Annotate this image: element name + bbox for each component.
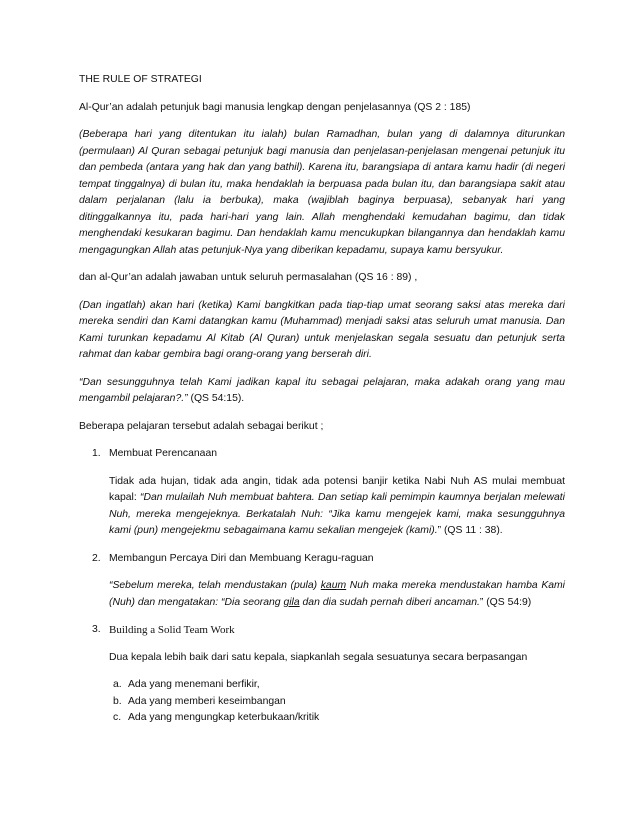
sub-list-item-c: [79, 710, 565, 727]
sub-list-item-a: [79, 677, 565, 694]
lesson-heading: Building a Solid Team Work: [109, 624, 235, 636]
lesson-number: 3.: [92, 624, 101, 635]
intro-paragraph: Al-Qur’an adalah petunjuk bagi manusia lengkap dengan penjelasannya (QS 2 : 185): [79, 101, 471, 113]
lesson-heading: Membangun Percaya Diri dan Membuang Keragu-raguan: [109, 552, 374, 564]
sub-list-letter: b.: [113, 695, 122, 707]
lesson-body-start: Tidak ada hujan, tidak ada angin, tidak ada potensi banjir ketika Nabi Nuh AS mulai membuat kapal:: [109, 475, 565, 503]
lesson-item-2: [79, 551, 565, 612]
quote-qs54-15-text: “Dan sesungguhnya telah Kami jadikan kapal itu sebagai pelajaran, maka adakah orang yang mau mengambil pelajaran?.”: [79, 376, 565, 404]
lesson-item-3: [79, 622, 565, 666]
sub-list-item-b: [79, 694, 565, 711]
sub-list-text: Ada yang mengungkap keterbukaan/kritik: [128, 712, 320, 723]
lesson-heading: Membuat Perencanaan: [109, 448, 218, 459]
intro2-paragraph: dan al-Qur’an adalah jawaban untuk seluruh permasalahan (QS 16 : 89) ,: [79, 272, 418, 283]
quote-qs16-89: (Dan ingatlah) akan hari (ketika) Kami bangkitkan pada tiap-tiap umat seorang saksi atas mereka dari mereka sendiri dan Kami datangkan kamu (Muhammad) menjadi saksi atas seluruh umat manusia. Dan Kami turunkan kepadamu Al Kitab (Al Quran) untuk menjelaskan segala sesuatu dan petunjuk serta rahmat dan kabar gembira bagi orang-orang yang berserah diri.: [79, 299, 565, 360]
sub-list-letter: a.: [113, 679, 122, 690]
document-body: [79, 72, 565, 727]
lesson-body-quote: “Dan mulailah Nuh membuat bahtera. Dan setiap kali pemimpin kaumnya berjalan melewati Nuh, mereka mengejeknya. Berkatalah Nuh: “Jika kamu mengejek kami, maka sesungguhnya kami (pun) mengejekmu sebagaimana kamu sekalian mengejek (kami).: [109, 492, 565, 536]
lesson-body-quote-b: Nuh maka mereka mendustakan hamba Kami (Nuh) dan mengatakan: “Dia seorang: [109, 580, 565, 608]
quote-qs54-15: [79, 375, 565, 408]
lesson-body-end: ” (QS 54:9): [479, 596, 532, 608]
lesson-body-underlined-gila: gila: [283, 596, 300, 608]
lesson-body: [109, 474, 565, 540]
lessons-intro: Beberapa pelajaran tersebut adalah sebagai berikut ;: [79, 420, 324, 432]
lesson-body: [109, 578, 565, 611]
quote-qs54-15-ref: (QS 54:15).: [187, 393, 245, 404]
lesson-number: 1.: [92, 448, 101, 459]
lesson-number: 2.: [92, 552, 101, 564]
sub-list-letter: c.: [113, 712, 122, 723]
lesson-body-quote-c: dan dia sudah pernah diberi ancaman.: [299, 596, 480, 608]
sub-list-text: Ada yang menemani berfikir,: [128, 679, 260, 690]
lesson-body-quote-a: “Sebelum mereka, telah mendustakan (pula): [109, 580, 321, 591]
lesson-body-end: ” (QS 11 : 38).: [437, 525, 503, 536]
lesson-body-underlined-kaum: kaum: [320, 580, 347, 591]
sub-list-text: Ada yang memberi keseimbangan: [128, 695, 286, 707]
lesson-body: Dua kepala lebih baik dari satu kepala, siapkanlah segala sesuatunya secara berpasangan: [109, 651, 528, 663]
document-title: THE RULE OF STRATEGI: [79, 74, 202, 85]
quote-qs2-185: (Beberapa hari yang ditentukan itu ialah) bulan Ramadhan, bulan yang di dalamnya diturunkan (permulaan) Al Quran sebagai petunjuk bagi manusia dan penjelasan-penjelasan mengenai petunjuk itu dan pembeda (antara yang hak dan yang bathil). Karena itu, barangsiapa di antara kamu hadir (di negeri tempat tinggalnya) di bulan itu, maka hendaklah ia berpuasa pada bulan itu, dan barangsiapa sakit atau dalam perjalanan (lalu ia berbuka), maka (wajiblah baginya berpuasa), sebanyak hari yang ditinggalkannya itu, pada hari-hari yang lain. Allah menghendaki kemudahan bagimu, dan tidak menghendaki kesukaran bagimu. Dan hendaklah kamu mencukupkan bilangannya dan hendaklah kamu mengagungkan Allah atas petunjuk-Nya yang diberikan kepadamu, supaya kamu bersyukur.: [79, 129, 565, 256]
lesson-item-1: [79, 446, 565, 540]
